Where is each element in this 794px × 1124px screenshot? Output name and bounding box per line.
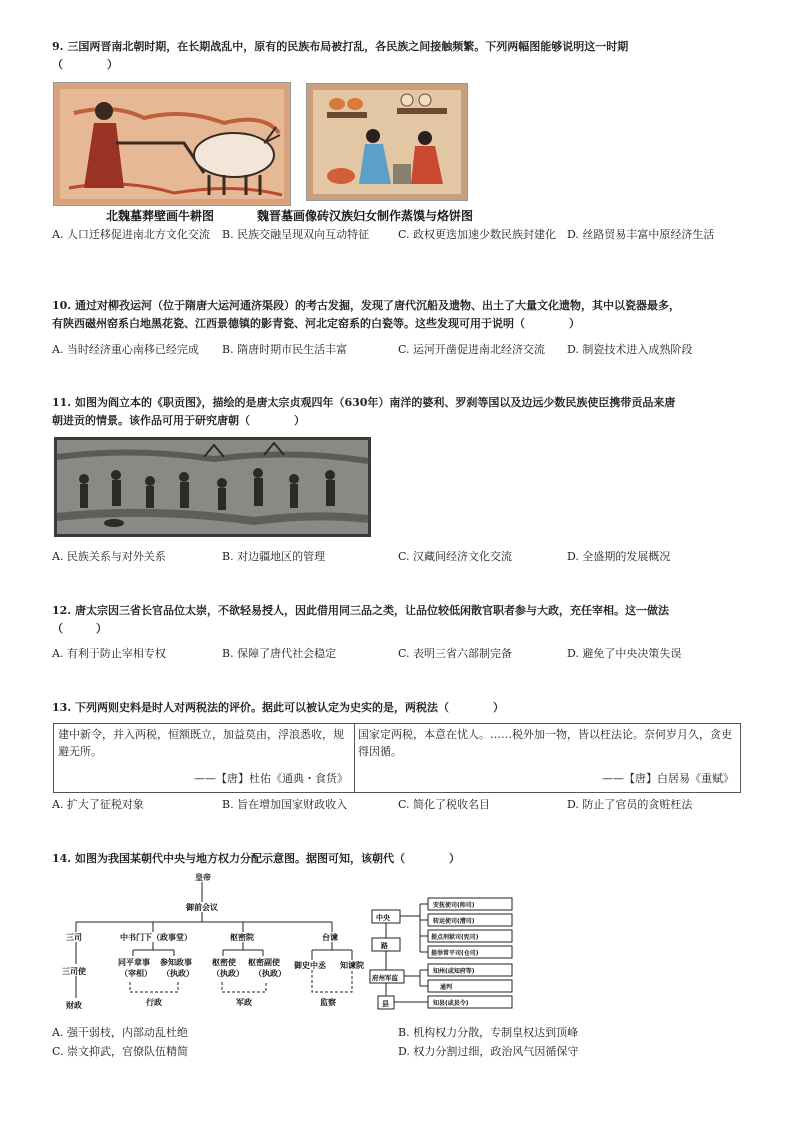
q13-option-a[interactable]: A. 扩大了征税对象 (52, 798, 144, 811)
q9-option-d[interactable]: D. 丝路贸易丰富中原经济生活 (567, 228, 715, 241)
q10-stem-line1: 10. 通过对柳孜运河（位于隋唐大运河通济渠段）的考古发掘，发现了唐代沉船及遗物、出土了大量文化遗物，其中以瓷器最多， (52, 299, 680, 312)
sansi-shi-label: 三司使 (62, 967, 86, 976)
fiscal-commission-2: 转运使司(漕司) (433, 918, 475, 925)
q12-option-b[interactable]: B. 保障了唐代社会稳定 (222, 647, 337, 660)
emperor-label: 皇帝 (195, 873, 211, 882)
vice-chancellor-sub: （执政） (162, 969, 194, 978)
tongpan-label: 通判 (440, 984, 453, 991)
central-label: 中央 (376, 914, 390, 922)
q10-option-c[interactable]: C. 运河开凿促进南北经济交流 (398, 343, 546, 356)
q11-option-c[interactable]: C. 汉藏间经济文化交流 (398, 550, 513, 563)
q11-option-a[interactable]: A. 民族关系与对外关系 (52, 550, 166, 563)
council-label: 御前会议 (186, 903, 218, 912)
q9-caption-right: 魏晋墓画像砖汉族妇女制作蒸馍与烙饼图 (257, 209, 474, 223)
q14-option-b[interactable]: B. 机构权力分散，专制皇权达到顶峰 (398, 1026, 579, 1039)
q14-stem: 14. 如图为我国某朝代中央与地方权力分配示意图。据图可知，该朝代（ ） (52, 852, 460, 865)
prefecture-label: 府州军监 (372, 974, 398, 982)
q13-option-d[interactable]: D. 防止了官员的贪赃枉法 (567, 798, 693, 811)
supervision-label: 监察 (320, 998, 336, 1007)
q13-source-table (53, 723, 741, 793)
shumi-shi-sub: （执政） (212, 969, 244, 978)
q13-option-c[interactable]: C. 简化了税收名目 (398, 798, 491, 811)
q14-option-c[interactable]: C. 崇文抑武，官僚队伍精简 (52, 1045, 189, 1058)
q10-option-b[interactable]: B. 隋唐时期市民生活丰富 (222, 343, 348, 356)
q9-option-a[interactable]: A. 人口迁移促进南北方文化交流 (52, 228, 210, 241)
chancellor-label: 同平章事 (118, 958, 150, 967)
shumi-fu-label: 枢密副使 (248, 958, 280, 967)
q12-stem: 12. 唐太宗因三省长官品位太崇，不欲轻易授人，因此借用同三品之类，让品位较低闲散官职者参与大政，充任宰相。这一做法 (52, 604, 669, 617)
q11-option-b[interactable]: B. 对边疆地区的管理 (222, 550, 326, 563)
shumi-label: 枢密院 (230, 933, 254, 942)
fiscal-commission-3: 提点刑狱司(宪司) (431, 934, 479, 941)
q10-stem-line2: 有陕西磁州窑系白地黑花瓷、江西景德镇的影青瓷、河北定窑系的白瓷等。这些发现可用于说明（ ） (52, 317, 580, 330)
q14-option-a[interactable]: A. 强干弱枝，内部动乱杜绝 (52, 1026, 188, 1039)
ox-plowing-mural (53, 82, 291, 206)
q12-option-d[interactable]: D. 避免了中央决策失误 (567, 647, 682, 660)
remonstrance-label: 知谏院 (340, 961, 364, 970)
brick-painting-cooking (306, 83, 468, 201)
taijian-label: 台谏 (322, 933, 338, 942)
q11-stem-line2: 朝进贡的情景。该作品可用于研究唐朝（ ） (52, 414, 305, 427)
source-right-text: 国家定两税，本意在忧人。……税外加一物，皆以枉法论。奈何岁月久，贪吏得因循。 (358, 728, 732, 758)
q10-option-a[interactable]: A. 当时经济重心南移已经完成 (52, 343, 199, 356)
source-left-citation: ——【唐】杜佑《通典・食货》 (194, 772, 348, 785)
finance-label: 财政 (66, 1001, 82, 1010)
q13-option-b[interactable]: B. 旨在增加国家财政收入 (222, 798, 348, 811)
q9-option-b[interactable]: B. 民族交融呈现双向互动特征 (222, 228, 370, 241)
q12-answer-paren: （ ） (52, 622, 107, 635)
q10-option-d[interactable]: D. 制瓷技术进入成熟阶段 (567, 343, 693, 356)
military-label: 军政 (236, 998, 252, 1007)
q9-option-c[interactable]: C. 政权更迭加速少数民族封建化 (398, 228, 557, 241)
administration-label: 行政 (146, 998, 162, 1007)
q12-option-c[interactable]: C. 表明三省六部制完备 (398, 647, 513, 660)
q9-stem: 9. 三国两晋南北朝时期，在长期战乱中，原有的民族布局被打乱，各民族之间接触频繁。下列两幅图能够说明这一时期 (52, 40, 629, 53)
vice-chancellor-label: 参知政事 (160, 958, 192, 967)
q11-option-d[interactable]: D. 全盛期的发展概况 (567, 550, 671, 563)
zhongshu-label: 中书门下（政事堂） (120, 933, 192, 942)
county-label: 县 (382, 1000, 389, 1008)
source-left-text: 建中新令，并入两税，恒额既立，加益莫由，浮浪悉收，规避无所。 (58, 728, 344, 758)
sansi-label: 三司 (66, 933, 82, 942)
chancellor-sub: （宰相） (120, 969, 152, 978)
censor-label: 御史中丞 (294, 961, 326, 970)
q13-stem: 13. 下列两则史料是时人对两税法的评价。据此可以被认定为史实的是，两税法（ ） (52, 701, 504, 714)
tribute-bearers-painting (54, 437, 371, 537)
q14-option-d[interactable]: D. 权力分割过细，政治风气因循保守 (398, 1045, 579, 1058)
q11-stem-line1: 11. 如图为阎立本的《职贡图》，描绘的是唐太宗贞观四年（630年）南洋的婆利、罗刹等国以及边远少数民族使臣携带贡品来唐 (52, 396, 676, 409)
q9-caption-left: 北魏墓葬壁画牛耕图 (106, 209, 215, 223)
source-right-citation: ——【唐】白居易《重赋》 (602, 772, 734, 785)
shumi-shi-label: 枢密使 (212, 958, 236, 967)
fiscal-commission-1: 安抚使司(帅司) (433, 902, 475, 909)
q9-answer-paren: （ ） (52, 58, 118, 71)
table-divider (354, 724, 355, 792)
fiscal-commission-4: 提举常平司(仓司) (431, 950, 479, 957)
shumi-fu-sub: （执政） (254, 969, 286, 978)
magistrate-label: 知县(或县令) (433, 1000, 469, 1007)
power-distribution-diagram (50, 868, 520, 1016)
prefect-label: 知州(或知府等) (433, 968, 475, 975)
q12-option-a[interactable]: A. 有利于防止宰相专权 (52, 647, 166, 660)
circuit-label: 路 (381, 942, 388, 950)
